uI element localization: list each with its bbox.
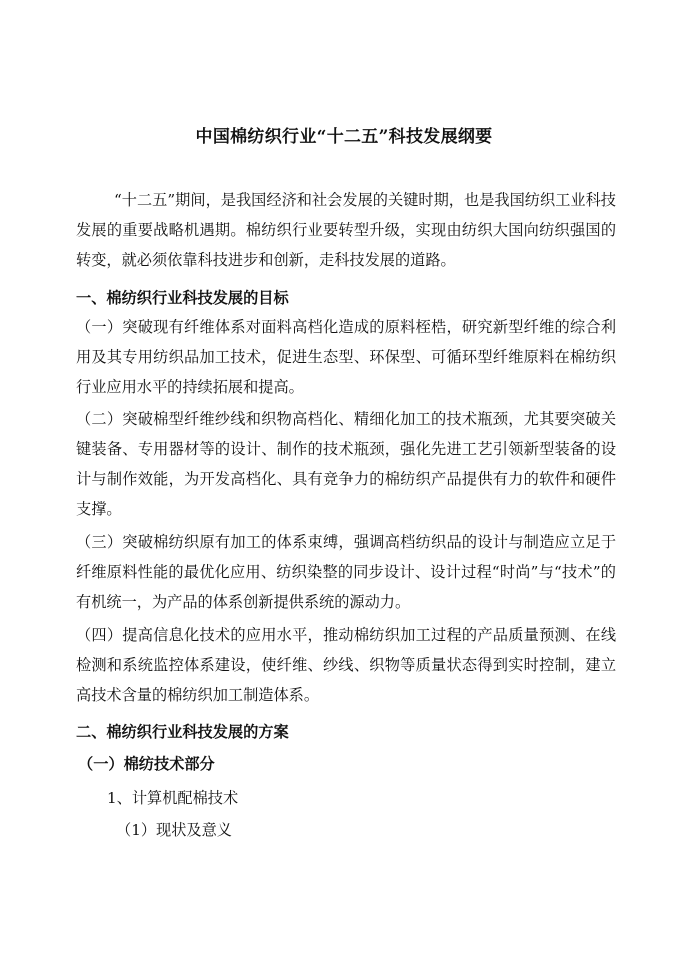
- goal-paragraph-1: （一）突破现有纤维体系对面料高档化造成的原料桎梏，研究新型纤维的综合利用及其专用纺织品加工技术，促进生态型、环保型、可循环型纤维原料在棉纺织行业应用水平的持续拓展和提高。: [76, 318, 616, 396]
- subitem-heading: （1）现状及意义: [116, 821, 232, 839]
- intro-paragraph: “十二五”期间，是我国经济和社会发展的关键时期，也是我国纺织工业科技发展的重要战略机遇期。棉纺织行业要转型升级，实现由纺织大国向纺织强国的转变，就必须依靠科技进步和创新，走科技发展的道路。: [76, 191, 616, 269]
- subsection-heading: （一）棉纺技术部分: [78, 755, 215, 773]
- goal-paragraph-3: （三）突破棉纺织原有加工的体系束缚，强调高档纺织品的设计与制造应立足于纤维原料性能的最优化应用、纺织染整的同步设计、设计过程“时尚”与“技术”的有机统一，为产品的体系创新提供系统的源动力。: [76, 533, 616, 611]
- section-2-heading: 二、棉纺织行业科技发展的方案: [76, 723, 289, 741]
- goal-paragraph-4: （四）提高信息化技术的应用水平，推动棉纺织加工过程的产品质量预测、在线检测和系统监控体系建设，使纤维、纱线、织物等质量状态得到实时控制，建立高技术含量的棉纺织加工制造体系。: [76, 626, 616, 704]
- section-1-heading: 一、棉纺织行业科技发展的目标: [76, 289, 289, 307]
- document-title: 中国棉纺织行业“十二五”科技发展纲要: [195, 127, 493, 147]
- item-heading: 1、计算机配棉技术: [107, 789, 239, 807]
- goal-paragraph-2: （二）突破棉型纤维纱线和织物高档化、精细化加工的技术瓶颈，尤其要突破关键装备、专用器材等的设计、制作的技术瓶颈，强化先进工艺引领新型装备的设计与制作效能，为开发高档化、具有竞争力的棉纺织产品提供有力的软件和硬件支撑。: [76, 410, 616, 518]
